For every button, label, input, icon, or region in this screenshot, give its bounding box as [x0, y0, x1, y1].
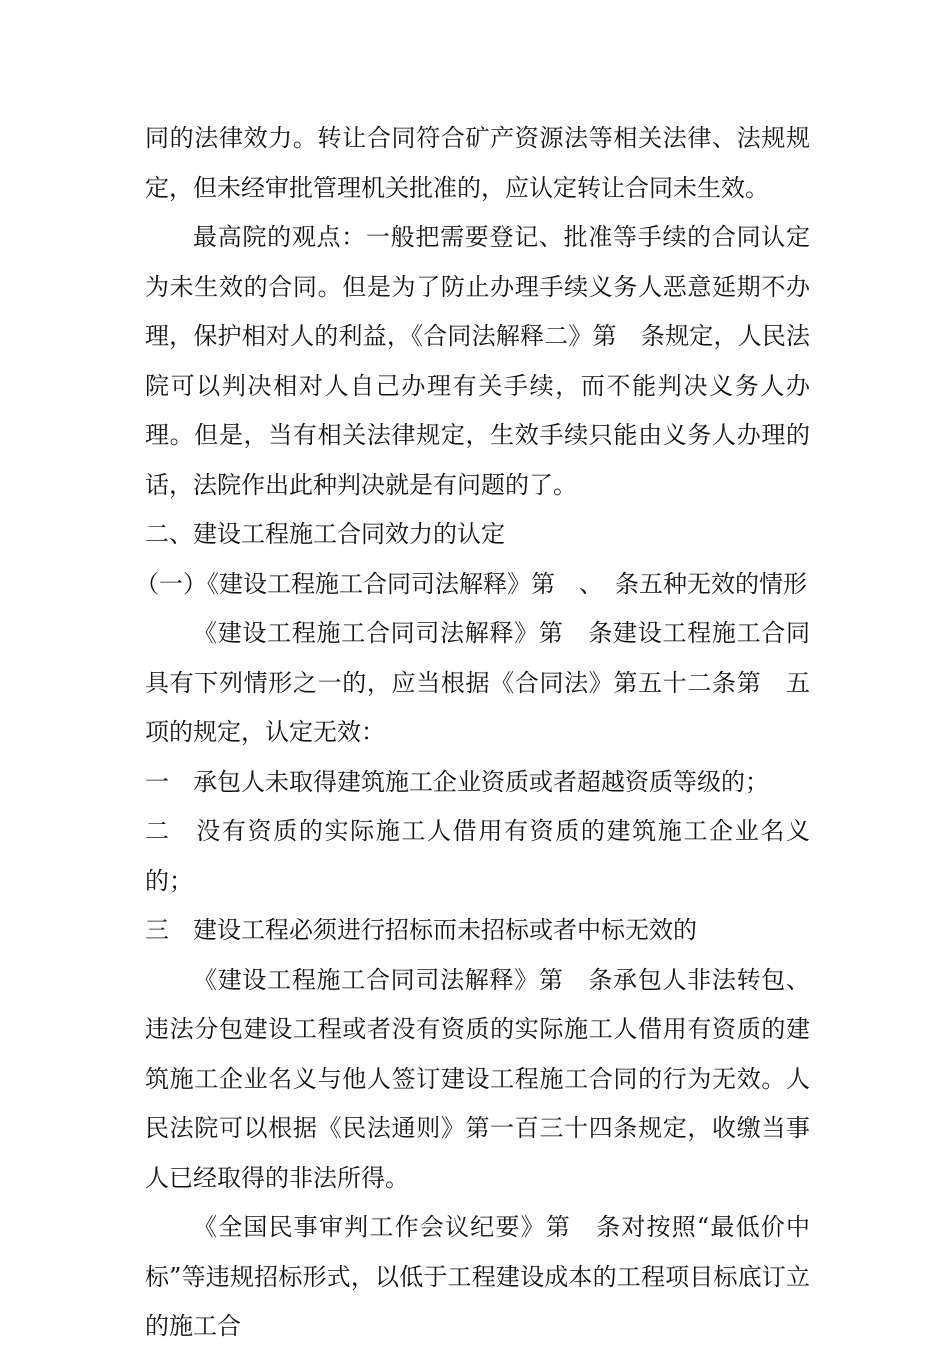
- document-body: [135, 114, 834, 1352]
- paragraph-illegal-subcontracting: 《建设工程施工合同司法解释》第 条承包人非法转包、违法分包建设工程或者没有资质的实际施工人借用有资质的建筑施工企业名义与他人签订建设工程施工合同的行为无效。人民法院可以根据《民法通则》第一百三十四条规定，收缴当事人已经取得的非法所得。: [145, 965, 810, 1192]
- list-item-1: 一 承包人未取得建筑施工企业资质或者超越资质等级的；: [145, 767, 769, 796]
- paragraph-judicial-interpretation-invalid: 《建设工程施工合同司法解释》第 条建设工程施工合同具有下列情形之一的，应当根据《合同法》第五十二条第 五 项的规定，认定无效：: [145, 619, 834, 746]
- list-item-3: 三 建设工程必须进行招标而未招标或者中标无效的: [145, 916, 697, 944]
- subsection-heading-1: （一）《建设工程施工合同司法解释》第 、 条五种无效的情形: [135, 569, 807, 598]
- list-item-2: 二 没有资质的实际施工人借用有资质的建筑施工企业名义的；: [145, 817, 810, 895]
- paragraph-continuation: 同的法律效力。转让合同符合矿产资源法等相关法律、法规规定，但未经审批管理机关批准的，应认定转让合同未生效。: [145, 124, 810, 202]
- section-heading-2: 二、建设工程施工合同效力的认定: [145, 520, 505, 548]
- paragraph-meeting-summary: 《全国民事审判工作会议纪要》第 条对按照“最低价中标”等违规招标形式，以低于工程建设成本的工程项目标底订立的施工合: [145, 1213, 810, 1340]
- paragraph-supreme-court-view: 最高院的观点：一般把需要登记、批准等手续的合同认定为未生效的合同。但是为了防止办理手续义务人恶意延期不办理，保护相对人的利益，《合同法解释二》第 条规定，人民法院可以判决相对人自己办理有关手续，而不能判决义务人办理。但是，当有相关法律规定，生效手续只能由义务人办理的话，法院作出此种判决就是有问题的了。: [145, 223, 810, 499]
